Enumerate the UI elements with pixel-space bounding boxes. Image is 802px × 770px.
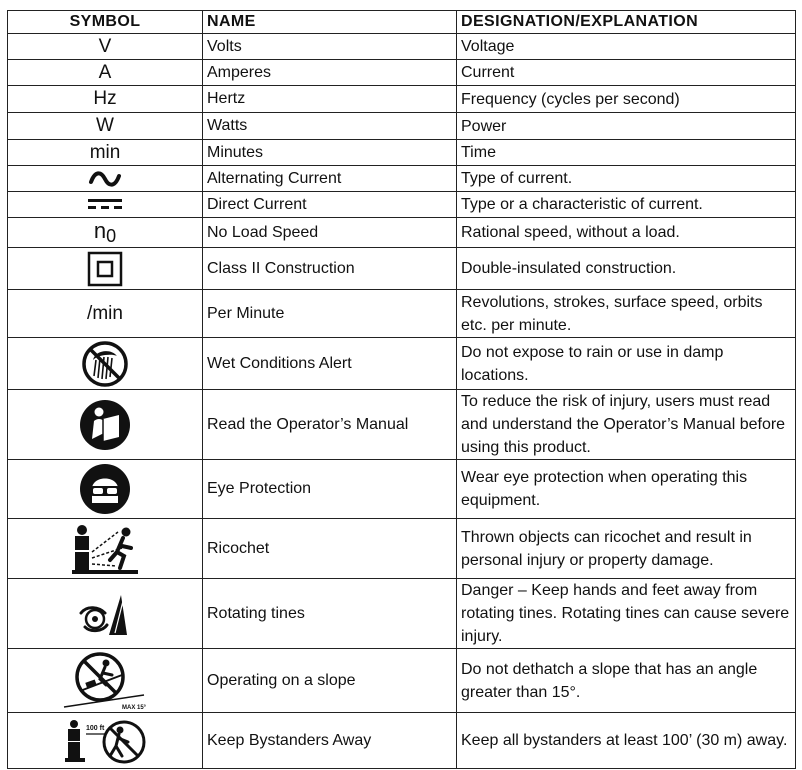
table-row (8, 649, 796, 713)
name-cell: Per Minute (203, 290, 457, 338)
symbol-cell (8, 248, 203, 290)
table-row (8, 519, 796, 579)
table-row (8, 290, 796, 338)
table-row (8, 113, 796, 140)
symbol-text: A (98, 61, 112, 83)
symbol-cell (8, 579, 203, 649)
name-cell: Ricochet (203, 519, 457, 579)
explanation-cell: Current (457, 60, 796, 86)
explanation-cell: Revolutions, strokes, surface speed, orbits etc. per minute. (457, 290, 796, 338)
explanation-cell: Wear eye protection when operating this equipment. (457, 460, 796, 519)
symbol-cell (8, 113, 203, 140)
eye-protection-icon (79, 463, 131, 515)
symbol-cell (8, 86, 203, 113)
table-row (8, 390, 796, 460)
symbol-text: Hz (93, 88, 117, 109)
alternating-current-icon (85, 169, 125, 189)
name-cell: Hertz (203, 86, 457, 113)
explanation-cell: Thrown objects can ricochet and result in personal injury or property damage. (457, 519, 796, 579)
explanation-cell: Rational speed, without a load. (457, 218, 796, 248)
name-cell: Read the Operator’s Manual (203, 390, 457, 460)
slope-caption: MAX 15° (122, 704, 147, 711)
symbol-subscript: 0 (106, 226, 117, 247)
name-cell: Amperes (203, 60, 457, 86)
table-row (8, 460, 796, 519)
explanation-cell: Double-insulated construction. (457, 248, 796, 290)
symbol-cell (8, 60, 203, 86)
header-name: NAME (203, 11, 457, 34)
explanation-cell: Danger – Keep hands and feet away from rotating tines. Rotating tines can cause severe injury. (457, 579, 796, 649)
explanation-cell: Type or a characteristic of current. (457, 192, 796, 218)
direct-current-icon (85, 195, 125, 213)
name-cell: Keep Bystanders Away (203, 713, 457, 769)
explanation-cell: Power (457, 113, 796, 140)
name-cell: Class II Construction (203, 248, 457, 290)
explanation-cell: Do not dethatch a slope that has an angle greater than 15°. (457, 649, 796, 713)
name-cell: Alternating Current (203, 166, 457, 192)
name-cell: Volts (203, 34, 457, 60)
symbol-text: V (98, 35, 112, 57)
explanation-cell: Frequency (cycles per second) (457, 86, 796, 113)
table-row (8, 218, 796, 248)
class-ii-construction-icon (87, 251, 123, 287)
symbol-cell (8, 290, 203, 338)
table-row (8, 192, 796, 218)
read-manual-icon (79, 399, 131, 451)
symbol-cell (8, 390, 203, 460)
symbol-cell (8, 34, 203, 60)
table-row (8, 140, 796, 166)
name-cell: Watts (203, 113, 457, 140)
name-cell: Wet Conditions Alert (203, 338, 457, 390)
explanation-cell: Keep all bystanders at least 100’ (30 m) away. (457, 713, 796, 769)
symbol-cell (8, 713, 203, 769)
symbol-cell (8, 218, 203, 248)
symbol-cell (8, 460, 203, 519)
name-cell: Direct Current (203, 192, 457, 218)
name-cell: Operating on a slope (203, 649, 457, 713)
explanation-cell: Time (457, 140, 796, 166)
explanation-cell: Type of current. (457, 166, 796, 192)
table-row (8, 338, 796, 390)
explanation-cell: Do not expose to rain or use in damp locations. (457, 338, 796, 390)
table-row (8, 713, 796, 769)
name-cell: Minutes (203, 140, 457, 166)
symbol-cell (8, 338, 203, 390)
symbols-table (7, 10, 796, 769)
symbol-cell (8, 649, 203, 713)
table-row (8, 86, 796, 113)
table-row (8, 166, 796, 192)
symbol-cell (8, 192, 203, 218)
wet-conditions-icon (81, 340, 129, 388)
symbol-text: /min (87, 302, 123, 324)
symbol-text: n (93, 218, 107, 243)
explanation-cell: To reduce the risk of injury, users must read and understand the Operator’s Manual before using this product. (457, 390, 796, 460)
header-symbol: SYMBOL (8, 11, 203, 34)
table-row (8, 60, 796, 86)
symbol-cell (8, 519, 203, 579)
symbol-cell (8, 166, 203, 192)
name-cell: Eye Protection (203, 460, 457, 519)
table-row (8, 579, 796, 649)
table-header-row (8, 11, 796, 34)
table-row (8, 248, 796, 290)
rotating-tines-icon (75, 589, 135, 639)
slope-icon (60, 651, 150, 711)
table-row (8, 34, 796, 60)
symbol-cell (8, 140, 203, 166)
distance-caption: 100 ft (86, 724, 105, 732)
explanation-cell: Voltage (457, 34, 796, 60)
symbol-text: W (96, 115, 114, 136)
symbol-text: min (89, 141, 121, 163)
name-cell: No Load Speed (203, 218, 457, 248)
bystanders-icon (62, 716, 148, 766)
ricochet-icon (68, 522, 142, 576)
name-cell: Rotating tines (203, 579, 457, 649)
header-explanation: DESIGNATION/EXPLANATION (457, 11, 796, 34)
